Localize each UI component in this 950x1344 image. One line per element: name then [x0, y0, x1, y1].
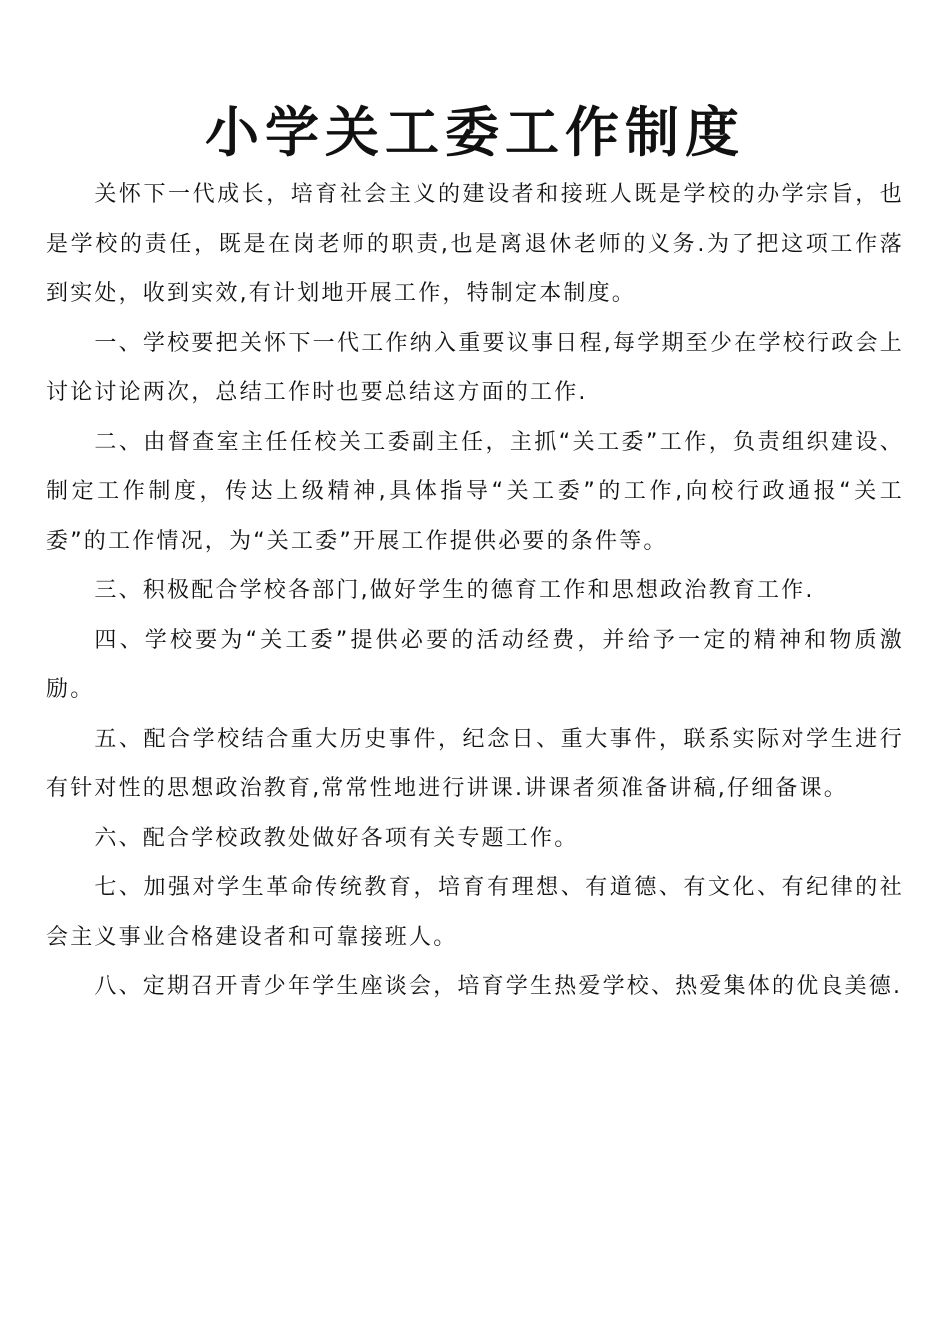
paragraph-item-7: 七、加强对学生革命传统教育，培育有理想、有道德、有文化、有纪律的社会主义事业合格建设者和可靠接班人。 [46, 875, 904, 950]
paragraph-item-6: 六、配合学校政教处做好各项有关专题工作。 [94, 825, 579, 851]
paragraph-item-2: 二、由督查室主任任校关工委副主任，主抓“关工委”工作，负责组织建设、制定工作制度，传达上级精神,具体指导“关工委”的工作,向校行政通报“关工委”的工作情况，为“关工委”开展工作提供必要的条件等。 [46, 429, 904, 554]
document-body [46, 170, 904, 1012]
document-title: 小学关工委工作制度 [205, 100, 745, 164]
paragraph-intro: 关怀下一代成长，培育社会主义的建设者和接班人既是学校的办学宗旨，也是学校的责任，既是在岗老师的职责,也是离退休老师的义务.为了把这项工作落到实处，收到实效,有计划地开展工作，特制定本制度。 [46, 182, 904, 306]
paragraph-item-4: 四、学校要为“关工委”提供必要的活动经费，并给予一定的精神和物质激励。 [46, 627, 904, 702]
paragraph-item-5: 五、配合学校结合重大历史事件，纪念日、重大事件，联系实际对学生进行有针对性的思想政治教育,常常性地进行讲课.讲课者须准备讲稿,仔细备课。 [46, 726, 904, 801]
paragraph-item-8: 八、定期召开青少年学生座谈会，培育学生热爱学校、热爱集体的优良美德. [94, 974, 903, 999]
paragraph-item-3: 三、积极配合学校各部门,做好学生的德育工作和思想政治教育工作. [94, 578, 815, 603]
paragraph-item-1: 一、学校要把关怀下一代工作纳入重要议事日程,每学期至少在学校行政会上讨论讨论两次，总结工作时也要总结这方面的工作. [46, 330, 904, 405]
